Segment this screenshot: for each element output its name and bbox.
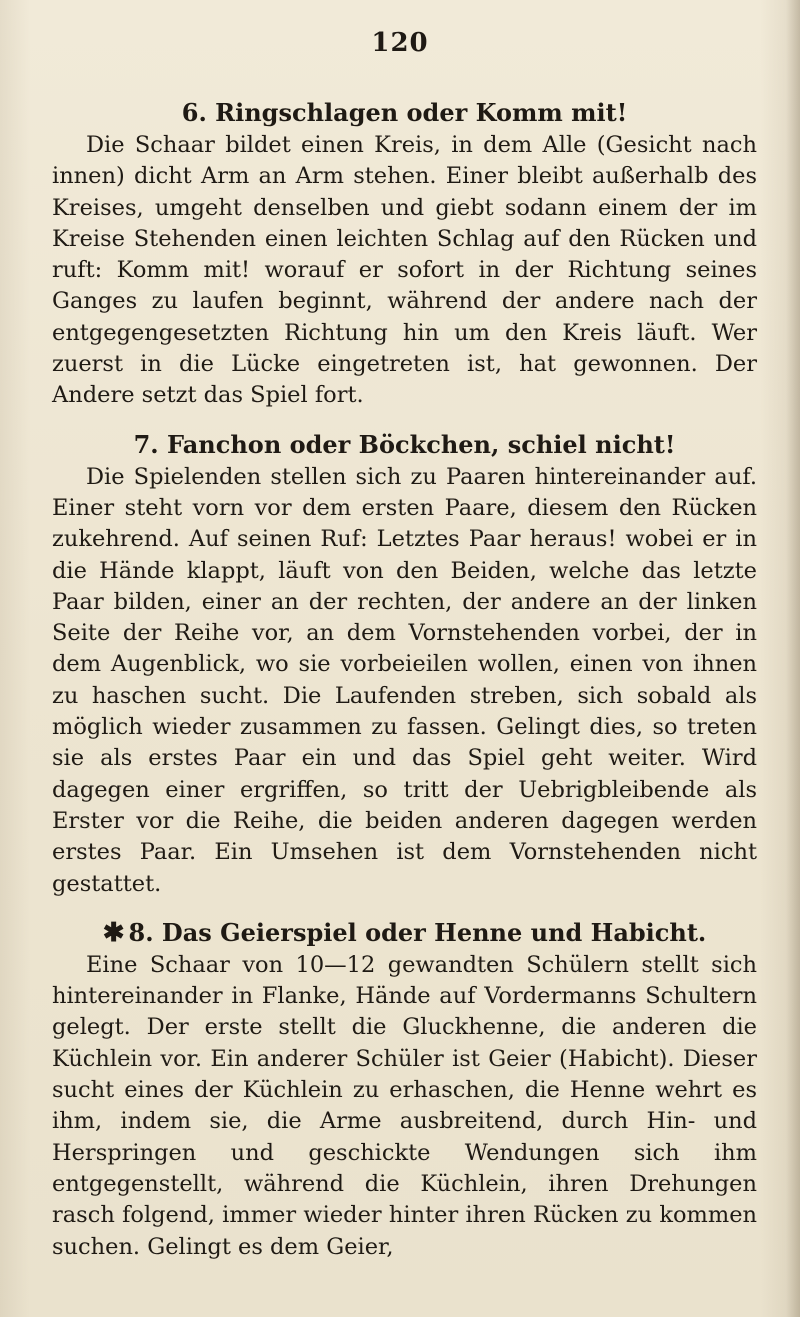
section-heading: 7. Fanchon oder Böckchen, schiel nicht! bbox=[133, 429, 676, 459]
page-content bbox=[52, 96, 757, 1263]
section-gap bbox=[52, 900, 757, 916]
section-ringschlagen bbox=[52, 96, 757, 412]
section-geierspiel bbox=[52, 916, 757, 1263]
section-paragraph: Die Spielenden stellen sich zu Paaren hintereinander auf. Einer steht vorn vor dem ersten Paare, diesem den Rücken zukehrend. Auf seinen Ruf: Letztes Paar heraus! wobei er in die Hände klappt, läuft von den Beiden, welche das letzte Paar bilden, einer an der rechten, der andere an der linken Seite der Reihe vor, an dem Vornstehenden vorbei, der in dem Augenblick, wo sie vorbeieilen wollen, einen von ihnen zu haschen sucht. Die Laufenden streben, sich sobald als möglich wieder zusammen zu fassen. Gelingt dies, so treten sie als erstes Paar ein und das Spiel geht weiter. Wird dagegen einer ergriffen, so tritt der Uebrigbleibende als Erster vor die Reihe, die beiden anderen dagegen werden erstes Paar. Ein Umsehen ist dem Vornstehenden nicht gestattet. bbox=[52, 463, 757, 897]
section-gap bbox=[52, 412, 757, 428]
section-fanchon bbox=[52, 428, 757, 900]
section-heading: 6. Ringschlagen oder Komm mit! bbox=[181, 98, 628, 127]
asterisk-icon: ✱ bbox=[102, 917, 125, 948]
section-paragraph: Eine Schaar von 10—12 gewandten Schülern stellt sich hintereinander in Flanke, Hände auf Vordermanns Schultern gelegt. Der erste stellt die Gluckhenne, die anderen die Küchlein vor. Ein anderer Schüler ist Geier (Habicht). Dieser sucht eines der Küchlein zu erhaschen, die Henne wehrt es ihm, indem sie, die Arme ausbreitend, durch Hin- und Herspringen und geschickte Wendungen sich ihm entgegenstellt, während die Küchlein, ihren Drehungen rasch folgend, immer wieder hinter ihren Rücken zu kommen suchen. Gelingt es dem Geier, bbox=[52, 951, 757, 1260]
page-number: 120 bbox=[371, 28, 429, 58]
section-heading-text: 8. Das Geierspiel oder Henne und Habicht. bbox=[128, 917, 707, 947]
section-paragraph: Die Schaar bildet einen Kreis, in dem Alle (Gesicht nach innen) dicht Arm an Arm stehen. Einer bleibt außerhalb des Kreises, umgeht denselben und giebt sodann einem der im Kreise Stehenden einen leichten Schlag auf den Rücken und ruft: Komm mit! worauf er sofort in der Richtung seines Ganges zu laufen beginnt, während der andere nach der entgegengesetzten Richtung hin um den Kreis läuft. Wer zuerst in die Lücke eingetreten ist, hat gewonnen. Der Andere setzt das Spiel fort. bbox=[52, 132, 757, 409]
section-heading bbox=[52, 916, 757, 950]
page-edge-shadow bbox=[786, 0, 800, 1317]
